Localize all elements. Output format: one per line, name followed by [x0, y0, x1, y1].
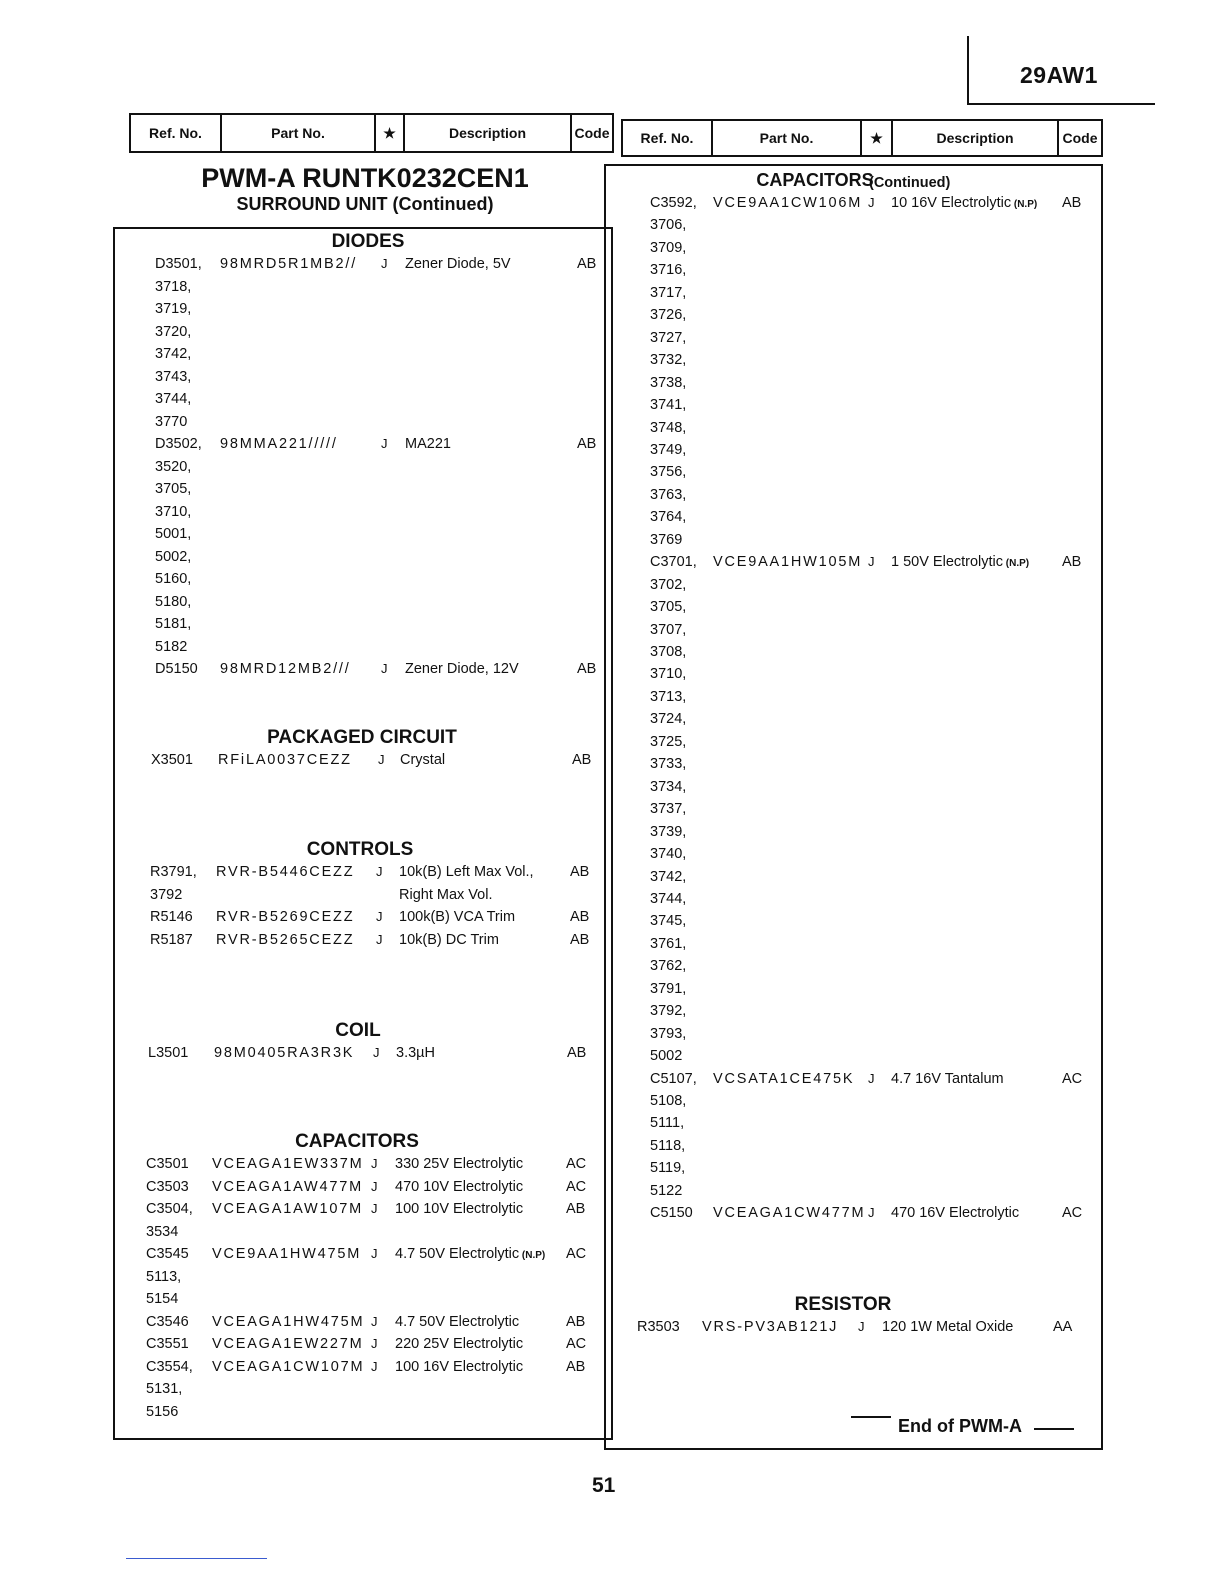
code: AB	[1062, 195, 1082, 211]
ref-no: 3710,	[650, 666, 687, 683]
part-no: 98MRD5R1MB2//	[220, 256, 358, 272]
ref-no: 3702,	[650, 576, 687, 593]
model-box-rule	[967, 103, 1155, 105]
section-title: RESISTOR	[794, 1294, 892, 1315]
mark-j: J	[376, 864, 383, 879]
mark-j: J	[381, 661, 388, 676]
non-polar-tag: (N.P)	[1011, 199, 1038, 210]
ref-no: 3745,	[650, 913, 687, 930]
description: 120 1W Metal Oxide	[882, 1319, 1014, 1335]
part-no: VCEAGA1CW107M	[212, 1358, 365, 1375]
non-polar-tag: (N.P)	[1003, 558, 1030, 570]
ref-no: 3748,	[650, 419, 687, 436]
code: AC	[566, 1156, 587, 1172]
left-table-header	[129, 113, 614, 153]
description: Right Max Vol.	[399, 886, 493, 903]
ref-no: 3739,	[650, 823, 687, 840]
header-desc: Description	[405, 115, 572, 151]
ref-no: 3709,	[650, 239, 687, 256]
description: 100 10V Electrolytic	[395, 1201, 524, 1217]
end-rule-left	[851, 1416, 891, 1418]
ref-no: 3792	[150, 886, 183, 903]
header-desc: Description	[893, 121, 1059, 155]
ref-no: 5113,	[146, 1268, 182, 1285]
ref-no: 3733,	[650, 756, 687, 773]
ref-no: 3741,	[650, 397, 687, 414]
unit-title: PWM-A RUNTK0232CEN1	[201, 163, 529, 193]
part-no: RVR-B5269CEZZ	[216, 909, 355, 925]
ref-no: 3744,	[650, 890, 687, 907]
ref-no: 5156	[146, 1403, 179, 1420]
part-no: VCE9AA1CW106M	[713, 195, 863, 211]
description: 10k(B) Left Max Vol.,	[399, 864, 534, 880]
mark-j: J	[371, 1313, 378, 1329]
ref-no: 3761,	[650, 935, 687, 952]
description: 100k(B) VCA Trim	[399, 909, 516, 925]
description: 220 25V Electrolytic	[395, 1336, 524, 1352]
part-no: 98MRD12MB2///	[220, 661, 351, 677]
description: Zener Diode, 5V	[405, 256, 511, 272]
ref-no: 3742,	[650, 868, 687, 885]
code: AB	[1062, 554, 1082, 571]
ref-no: 3705,	[155, 481, 192, 497]
header-star: ★	[376, 115, 405, 151]
ref-no: C3701,	[650, 554, 697, 571]
part-no: VCEAGA1AW477M	[212, 1178, 363, 1195]
mark-j: J	[371, 1246, 378, 1261]
ref-no: 5001,	[155, 526, 192, 542]
description: 10 16V Electrolytic (N.P)	[891, 195, 1038, 211]
code: AB	[577, 256, 597, 272]
code: AC	[566, 1178, 587, 1195]
ref-no: 5154	[146, 1291, 179, 1307]
part-no: RFiLA0037CEZZ	[218, 752, 352, 768]
mark-j: J	[371, 1358, 378, 1374]
section-title: CAPACITORS	[295, 1131, 419, 1152]
header-part: Part No.	[222, 115, 376, 151]
ref-no: C5107,	[650, 1070, 697, 1087]
footer-link-rule	[126, 1558, 267, 1559]
ref-no: 3710,	[155, 503, 192, 520]
ref-no: 3763,	[650, 486, 687, 503]
part-no: RVR-B5265CEZZ	[216, 931, 355, 948]
mark-j: J	[376, 909, 383, 924]
mark-j: J	[868, 195, 875, 210]
mark-j: J	[373, 1045, 380, 1060]
description: 4.7 50V Electrolytic (N.P)	[395, 1246, 546, 1262]
ref-no: 5122	[650, 1182, 683, 1199]
ref-no: C3592,	[650, 195, 697, 211]
description: 330 25V Electrolytic	[395, 1156, 524, 1172]
description: 3.3µH	[396, 1045, 435, 1061]
header-code: Code	[574, 125, 610, 141]
ref-no: 3737,	[650, 801, 687, 818]
ref-no: 3720,	[155, 323, 192, 340]
code: AB	[572, 752, 592, 768]
ref-no: 3762,	[650, 958, 687, 975]
header-part: Part No.	[713, 121, 862, 155]
description: 4.7 16V Tantalum	[891, 1070, 1004, 1087]
ref-no: 5108,	[650, 1093, 687, 1109]
header-ref: Ref. No.	[623, 121, 713, 155]
ref-no: C3546	[146, 1313, 189, 1330]
ref-no: 3718,	[155, 278, 192, 295]
mark-j: J	[381, 256, 388, 271]
part-no: VCE9AA1HW105M	[713, 554, 863, 571]
ref-no: 3724,	[650, 711, 687, 728]
part-no: VCE9AA1HW475M	[212, 1246, 362, 1262]
header-ref: Ref. No.	[131, 115, 222, 151]
mark-j: J	[868, 554, 875, 570]
end-note: End of PWM-A	[898, 1416, 1022, 1436]
ref-no: C5150	[650, 1205, 693, 1222]
ref-no: 3792,	[650, 1003, 687, 1020]
mark-j: J	[868, 1205, 875, 1221]
code: AB	[577, 661, 597, 677]
part-no: VCSATA1CE475K	[713, 1070, 855, 1087]
ref-no: 3725,	[650, 733, 687, 750]
ref-no: 5131,	[146, 1381, 183, 1397]
code: AB	[570, 931, 590, 948]
part-no: VCEAGA1AW107M	[212, 1201, 363, 1217]
code: AA	[1053, 1319, 1073, 1335]
ref-no: 3764,	[650, 509, 687, 526]
ref-no: L3501	[148, 1045, 189, 1061]
ref-no: D3501,	[155, 256, 202, 272]
ref-no: D5150	[155, 661, 198, 677]
part-no: VCEAGA1CW477M	[713, 1205, 866, 1222]
section-title-suffix: (Continued)	[869, 175, 951, 191]
part-no: RVR-B5446CEZZ	[216, 864, 355, 880]
ref-no: 3719,	[155, 301, 192, 317]
ref-no: C3545	[146, 1246, 189, 1262]
ref-no: R5187	[150, 931, 193, 948]
code: AB	[567, 1045, 587, 1061]
description: 470 16V Electrolytic	[891, 1205, 1020, 1222]
mark-j: J	[371, 1336, 378, 1351]
ref-no: 3738,	[650, 374, 687, 391]
ref-no: 3770	[155, 413, 188, 430]
ref-no: D3502,	[155, 436, 202, 452]
code: AB	[577, 436, 597, 452]
mark-j: J	[371, 1201, 378, 1216]
ref-no: 3743,	[155, 368, 192, 385]
end-rule-right	[1034, 1428, 1074, 1430]
ref-no: 5002	[650, 1048, 683, 1065]
description: 100 16V Electrolytic	[395, 1358, 524, 1375]
code: AB	[566, 1358, 586, 1375]
code: AC	[566, 1336, 587, 1352]
ref-no: C3504,	[146, 1201, 193, 1217]
description: MA221	[405, 436, 451, 452]
section-title: PACKAGED CIRCUIT	[267, 727, 457, 748]
ref-no: C3503	[146, 1178, 189, 1195]
ref-no: 3734,	[650, 778, 687, 795]
code: AC	[1062, 1070, 1083, 1087]
ref-no: 5182	[155, 638, 188, 655]
header-star: ★	[862, 121, 893, 155]
code: AC	[566, 1246, 587, 1262]
code: AB	[566, 1201, 586, 1217]
ref-no: X3501	[151, 752, 193, 768]
ref-no: 3706,	[650, 217, 687, 234]
code: AC	[1062, 1205, 1083, 1222]
ref-no: 5002,	[155, 548, 192, 565]
description: 470 10V Electrolytic	[395, 1178, 524, 1195]
model-number: 29AW1	[1020, 62, 1098, 88]
ref-no: R3503	[637, 1319, 680, 1335]
ref-no: 3520,	[155, 458, 192, 475]
section-title: DIODES	[331, 231, 405, 252]
ref-no: 3716,	[650, 262, 687, 279]
ref-no: 3534	[146, 1223, 179, 1240]
mark-j: J	[371, 1156, 378, 1171]
ref-no: 5111,	[650, 1115, 685, 1132]
description: Crystal	[400, 752, 446, 768]
description: 10k(B) DC Trim	[399, 931, 499, 948]
ref-no: 5181,	[155, 616, 192, 632]
ref-no: C3551	[146, 1336, 189, 1352]
ref-no: 3749,	[650, 441, 687, 458]
ref-no: C3501	[146, 1156, 189, 1172]
mark-j: J	[381, 436, 388, 451]
ref-no: 5160,	[155, 571, 192, 587]
ref-no: 3791,	[650, 980, 687, 997]
ref-no: C3554,	[146, 1358, 193, 1375]
ref-no: 3769	[650, 531, 683, 548]
section-title: CAPACITORS	[756, 170, 874, 190]
model-box-rule	[967, 36, 969, 104]
section-title: CONTROLS	[306, 839, 414, 860]
description: Zener Diode, 12V	[405, 661, 519, 677]
ref-no: 3740,	[650, 846, 687, 863]
ref-no: 5118,	[650, 1137, 686, 1154]
unit-subtitle: SURROUND UNIT (Continued)	[236, 194, 494, 214]
part-no: VCEAGA1EW337M	[212, 1156, 364, 1172]
ref-no: 5119,	[650, 1160, 686, 1177]
ref-no: 3727,	[650, 329, 687, 346]
ref-no: 3713,	[650, 688, 687, 705]
part-no: VCEAGA1EW227M	[212, 1336, 364, 1352]
part-no: 98M0405RA3R3K	[214, 1045, 355, 1061]
mark-j: J	[858, 1319, 865, 1334]
ref-no: 3744,	[155, 391, 192, 407]
description: 1 50V Electrolytic (N.P)	[891, 554, 1030, 571]
ref-no: 3705,	[650, 599, 687, 616]
description: 4.7 50V Electrolytic	[395, 1313, 520, 1330]
mark-j: J	[868, 1070, 875, 1086]
ref-no: 3732,	[650, 352, 687, 369]
ref-no: R3791,	[150, 864, 197, 880]
mark-j: J	[371, 1178, 378, 1194]
section-title: COIL	[335, 1020, 381, 1041]
ref-no: 3742,	[155, 346, 192, 362]
ref-no: 5180,	[155, 593, 192, 610]
mark-j: J	[376, 931, 383, 947]
right-table-header	[621, 119, 1103, 157]
code: AB	[566, 1313, 586, 1330]
page-number: 51	[592, 1474, 616, 1497]
code: AB	[570, 909, 590, 925]
ref-no: 3726,	[650, 307, 687, 324]
ref-no: 3793,	[650, 1025, 687, 1042]
mark-j: J	[378, 752, 385, 767]
header-code: Code	[1062, 130, 1098, 146]
code: AB	[570, 864, 590, 880]
non-polar-tag: (N.P)	[519, 1250, 546, 1261]
ref-no: 3717,	[650, 284, 687, 301]
ref-no: 3707,	[650, 621, 687, 638]
part-no: VCEAGA1HW475M	[212, 1313, 365, 1330]
part-no: 98MMA221/////	[220, 436, 338, 452]
ref-no: R5146	[150, 909, 193, 925]
ref-no: 3708,	[650, 644, 687, 660]
ref-no: 3756,	[650, 464, 687, 481]
part-no: VRS-PV3AB121J	[702, 1319, 839, 1335]
